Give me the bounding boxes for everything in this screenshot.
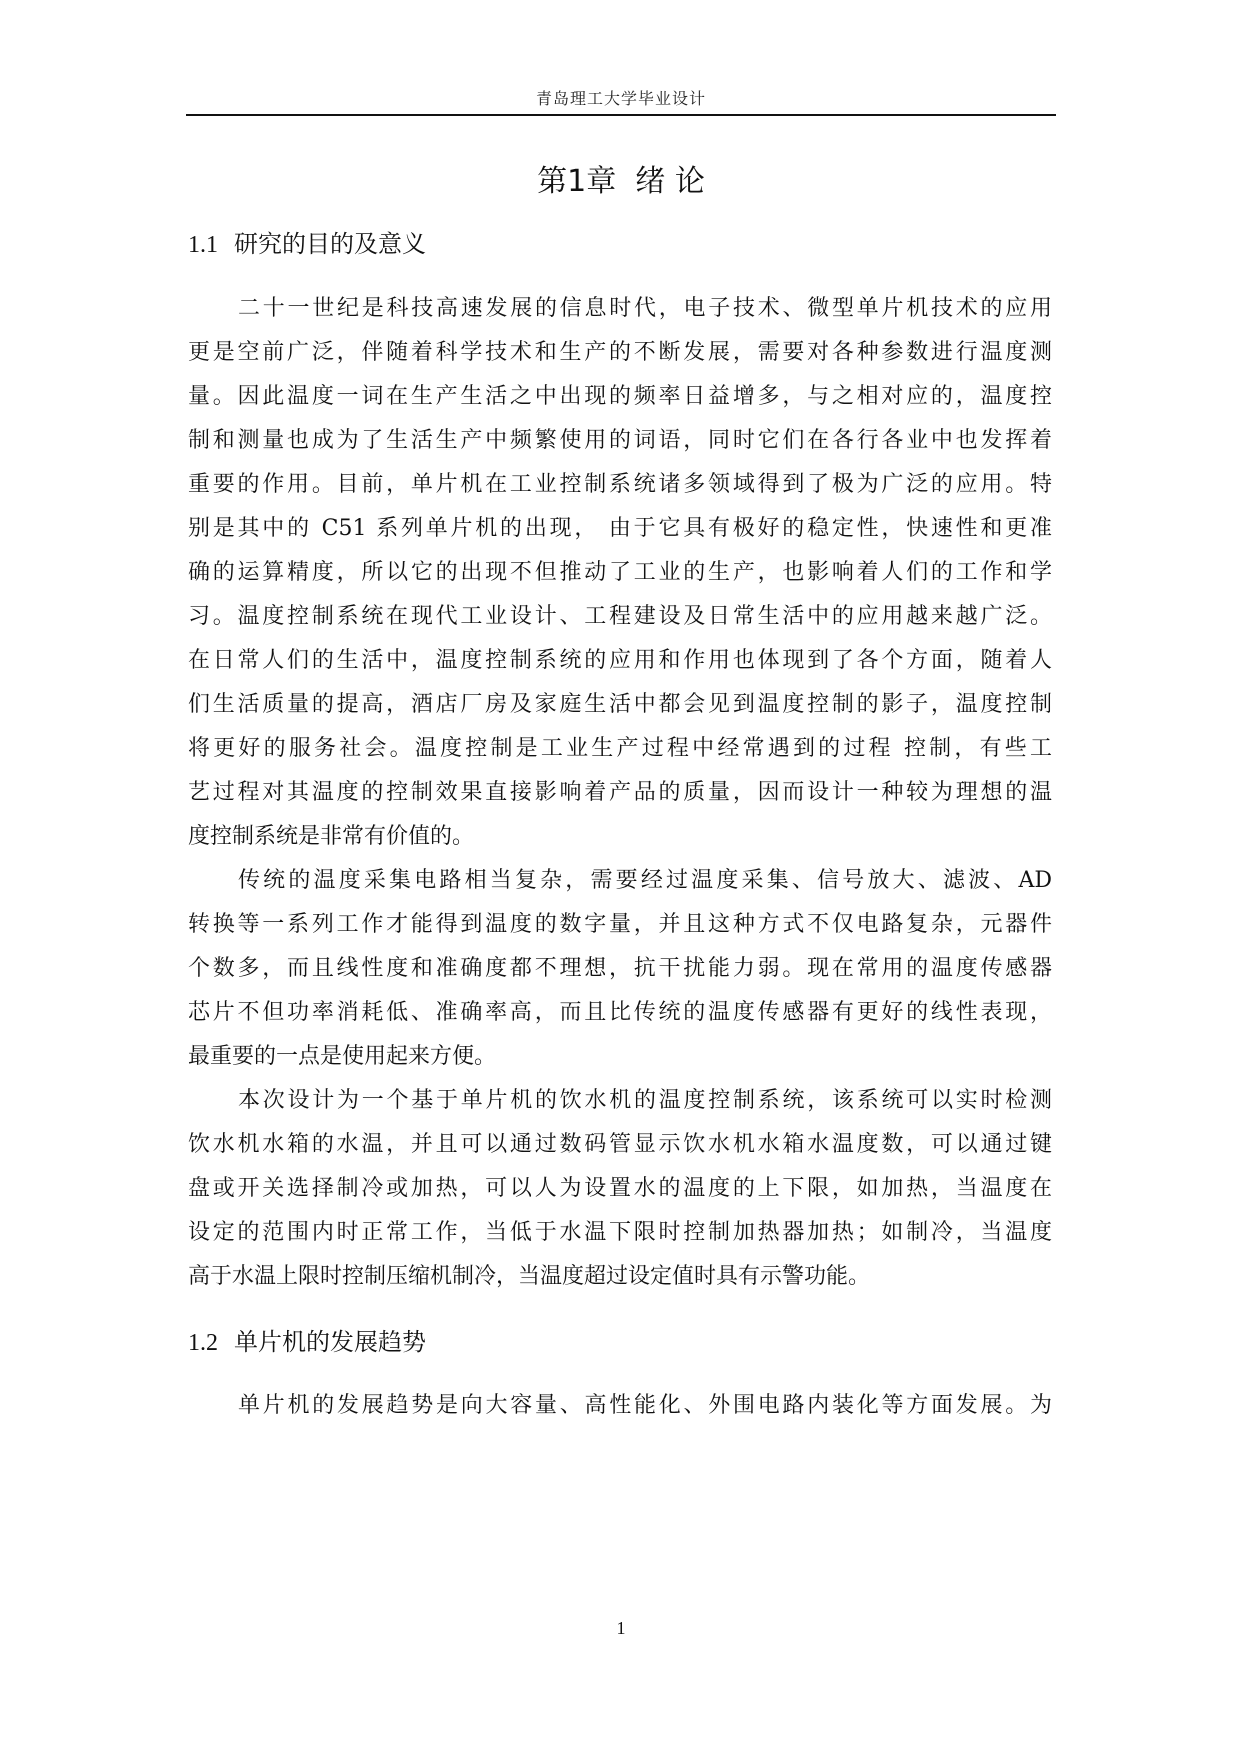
section-heading-1-1 bbox=[188, 229, 426, 260]
paragraph-line: 别是其中的 C51 系列单片机的出现， 由于它具有极好的稳定性，快速性和更准 bbox=[188, 516, 1052, 541]
section-number: 1.1 bbox=[188, 232, 218, 258]
paragraph-line: 习。温度控制系统在现代工业设计、工程建设及日常生活中的应用越来越广泛。 bbox=[188, 604, 1052, 629]
paragraph-line: 度控制系统是非常有价值的。 bbox=[188, 824, 475, 849]
paragraph-line: 们生活质量的提高，酒店厂房及家庭生活中都会见到温度控制的影子，温度控制 bbox=[188, 692, 1052, 717]
paragraph-line: 饮水机水箱的水温，并且可以通过数码管显示饮水机水箱水温度数，可以通过键 bbox=[188, 1132, 1052, 1157]
paragraph-line: 单片机的发展趋势是向大容量、高性能化、外围电路内装化等方面发展。为 bbox=[238, 1393, 1052, 1418]
running-header: 青岛理工大学毕业设计 bbox=[535, 89, 706, 108]
paragraph-line: 二十一世纪是科技高速发展的信息时代，电子技术、微型单片机技术的应用 bbox=[238, 296, 1052, 321]
paragraph-line: 个数多，而且线性度和准确度都不理想，抗干扰能力弱。现在常用的温度传感器 bbox=[188, 956, 1052, 981]
paragraph-line: 艺过程对其温度的控制效果直接影响着产品的质量，因而设计一种较为理想的温 bbox=[188, 780, 1052, 805]
paragraph-line: 最重要的一点是使用起来方便。 bbox=[188, 1044, 497, 1069]
paragraph-line: 制和测量也成为了生活生产中频繁使用的词语，同时它们在各行各业中也发挥着 bbox=[188, 428, 1052, 453]
section-heading-1-2 bbox=[188, 1327, 426, 1358]
paragraph-line: 将更好的服务社会。温度控制是工业生产过程中经常遇到的过程 控制，有些工 bbox=[188, 736, 1052, 761]
paragraph-line: 更是空前广泛，伴随着科学技术和生产的不断发展，需要对各种参数进行温度测 bbox=[188, 340, 1052, 365]
section-number: 1.2 bbox=[188, 1330, 218, 1356]
page-number: 1 bbox=[616, 1618, 626, 1638]
paragraph-line: 高于水温上限时控制压缩机制冷，当温度超过设定值时具有示警功能。 bbox=[188, 1264, 871, 1289]
chapter-title: 第1章 绪 论 bbox=[537, 164, 705, 199]
paragraph-line: 芯片不但功率消耗低、准确率高，而且比传统的温度传感器有更好的线性表现， bbox=[188, 1000, 1052, 1025]
section-title: 单片机的发展趋势 bbox=[234, 1328, 426, 1356]
paragraph-line: 设定的范围内时正常工作，当低于水温下限时控制加热器加热；如制冷，当温度 bbox=[188, 1220, 1052, 1245]
paragraph-line: 确的运算精度，所以它的出现不但推动了工业的生产，也影响着人们的工作和学 bbox=[188, 560, 1052, 585]
paragraph-line: 重要的作用。目前，单片机在工业控制系统诸多领域得到了极为广泛的应用。特 bbox=[188, 472, 1052, 497]
paragraph-line: 盘或开关选择制冷或加热，可以人为设置水的温度的上下限，如加热，当温度在 bbox=[188, 1176, 1052, 1201]
paragraph-line: 在日常人们的生活中，温度控制系统的应用和作用也体现到了各个方面，随着人 bbox=[188, 648, 1052, 673]
section-title: 研究的目的及意义 bbox=[234, 230, 426, 258]
paragraph-line: 本次设计为一个基于单片机的饮水机的温度控制系统，该系统可以实时检测 bbox=[238, 1088, 1052, 1113]
paragraph-line: 转换等一系列工作才能得到温度的数字量，并且这种方式不仅电路复杂，元器件 bbox=[188, 912, 1052, 937]
paragraph-line: 量。因此温度一词在生产生活之中出现的频率日益增多，与之相对应的，温度控 bbox=[188, 384, 1052, 409]
paragraph-line: 传统的温度采集电路相当复杂，需要经过温度采集、信号放大、滤波、AD bbox=[238, 868, 1052, 893]
header-divider bbox=[186, 114, 1056, 116]
